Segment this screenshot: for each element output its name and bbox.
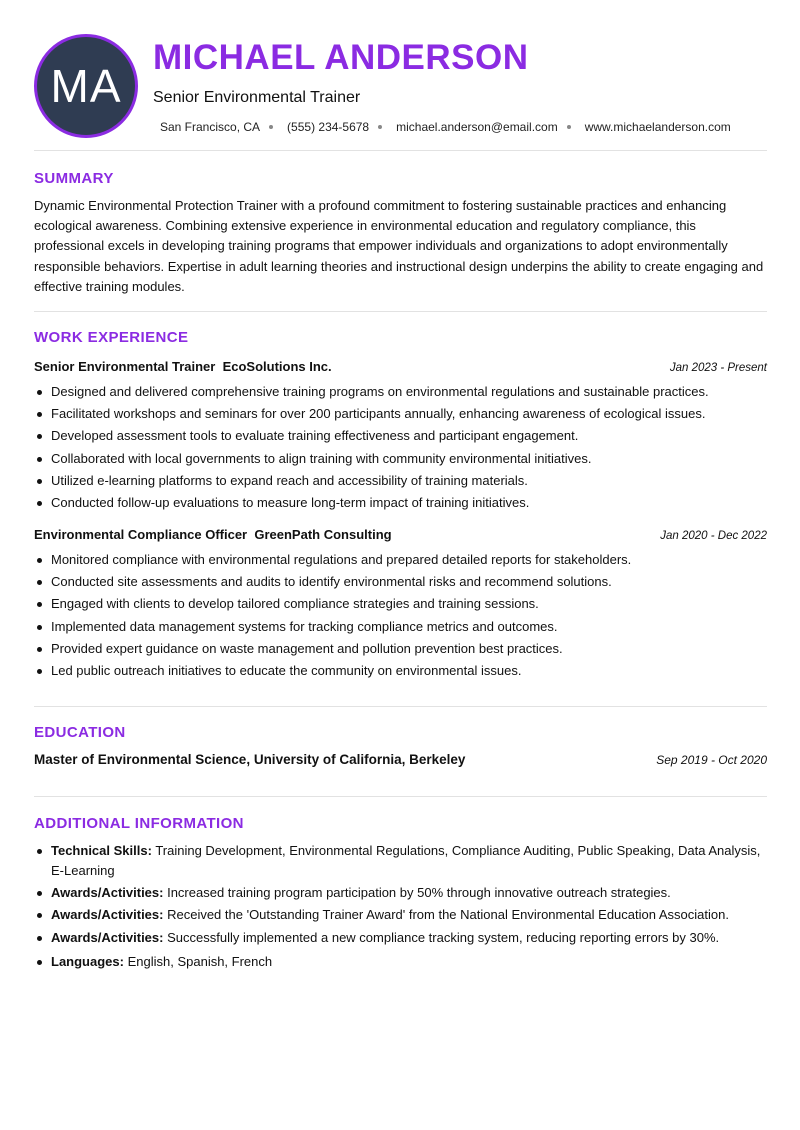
job-dates: Jan 2020 - Dec 2022 <box>660 530 767 542</box>
job-role: Senior Environmental Trainer <box>34 359 216 374</box>
resume-header <box>0 0 800 150</box>
item-label: Awards/Activities: <box>51 885 164 901</box>
list-item: Facilitated workshops and seminars for over 200 participants annually, enhancing awareness of ecological issues. <box>34 403 769 425</box>
item-text: Received the 'Outstanding Trainer Award' from the National Environmental Education Association. <box>167 907 729 923</box>
contact-phone: (555) 234-5678 <box>287 120 370 134</box>
list-item <box>34 928 769 948</box>
candidate-name: MICHAEL ANDERSON <box>153 38 529 77</box>
item-text: Successfully implemented a new compliance tracking system, reducing reporting errors by 30%. <box>167 929 720 945</box>
job-header <box>34 359 767 374</box>
contact-location: San Francisco, CA <box>160 120 261 134</box>
job-company: EcoSolutions Inc. <box>222 359 332 374</box>
contact-website[interactable]: www.michaelanderson.com <box>584 120 731 134</box>
list-item <box>34 883 769 903</box>
item-label: Awards/Activities: <box>51 929 164 945</box>
avatar <box>34 34 138 138</box>
divider <box>34 796 767 797</box>
item-text: Training Development, Environmental Regulations, Compliance Auditing, Public Speaking, Data Analysis, E-Learning <box>51 843 761 878</box>
list-item: Monitored compliance with environmental regulations and prepared detailed reports for stakeholders. <box>34 549 769 571</box>
job-role-line <box>34 527 392 542</box>
candidate-title: Senior Environmental Trainer <box>153 89 361 106</box>
list-item: Engaged with clients to develop tailored compliance strategies and training sessions. <box>34 593 769 615</box>
item-label: Languages: <box>51 953 124 969</box>
item-text: English, Spanish, French <box>127 953 273 969</box>
job-role-line <box>34 359 332 374</box>
education-degree: Master of Environmental Science, University of California, Berkeley <box>34 752 466 767</box>
separator-dot-icon <box>378 125 382 129</box>
education-dates: Sep 2019 - Oct 2020 <box>656 753 767 767</box>
job-bullets <box>34 549 769 682</box>
education-entry <box>34 752 767 767</box>
list-item <box>34 841 769 881</box>
additional-list <box>34 841 769 974</box>
job-header <box>34 527 767 542</box>
job-company: GreenPath Consulting <box>254 527 392 542</box>
contact-line <box>160 120 731 134</box>
divider <box>34 311 767 312</box>
item-label: Technical Skills: <box>51 843 152 858</box>
job-bullets <box>34 381 769 514</box>
list-item: Developed assessment tools to evaluate training effectiveness and participant engagement. <box>34 425 769 447</box>
separator-dot-icon <box>567 125 571 129</box>
additional-heading: ADDITIONAL INFORMATION <box>34 815 244 832</box>
contact-email[interactable]: michael.anderson@email.com <box>396 120 558 134</box>
list-item <box>34 905 769 925</box>
list-item: Conducted site assessments and audits to identify environmental risks and recommend solutions. <box>34 571 769 593</box>
list-item <box>34 952 769 972</box>
item-label: Awards/Activities: <box>51 907 164 923</box>
divider <box>34 150 767 151</box>
list-item: Collaborated with local governments to align training with community environmental initiatives. <box>34 448 769 470</box>
avatar-initials: MA <box>50 60 122 112</box>
education-heading: EDUCATION <box>34 724 126 741</box>
list-item: Conducted follow-up evaluations to measure long-term impact of training initiatives. <box>34 492 769 514</box>
list-item: Provided expert guidance on waste management and pollution prevention best practices. <box>34 638 769 660</box>
item-text: Increased training program participation by 50% through innovative outreach strategies. <box>167 885 671 901</box>
job-role: Environmental Compliance Officer <box>34 527 248 542</box>
job-dates: Jan 2023 - Present <box>669 362 767 374</box>
list-item: Utilized e-learning platforms to expand reach and accessibility of training materials. <box>34 470 769 492</box>
list-item: Implemented data management systems for tracking compliance metrics and outcomes. <box>34 616 769 638</box>
experience-heading: WORK EXPERIENCE <box>34 329 189 346</box>
summary-heading: SUMMARY <box>34 170 114 187</box>
list-item: Designed and delivered comprehensive training programs on environmental regulations and sustainable practices. <box>34 381 769 403</box>
summary-text: Dynamic Environmental Protection Trainer with a profound commitment to fostering sustainable practices and enhancing ecological awareness. Combining extensive experience in environmental education and regulatory compliance, this professional excels in developing training programs that empower individuals and organizations to adopt environmentally responsible behaviors. Expertise in adult learning theories and instructional design underpins the ability to create engaging and effective training modules. <box>34 198 764 294</box>
separator-dot-icon <box>269 125 273 129</box>
divider <box>34 706 767 707</box>
list-item: Led public outreach initiatives to educate the community on environmental issues. <box>34 660 769 682</box>
